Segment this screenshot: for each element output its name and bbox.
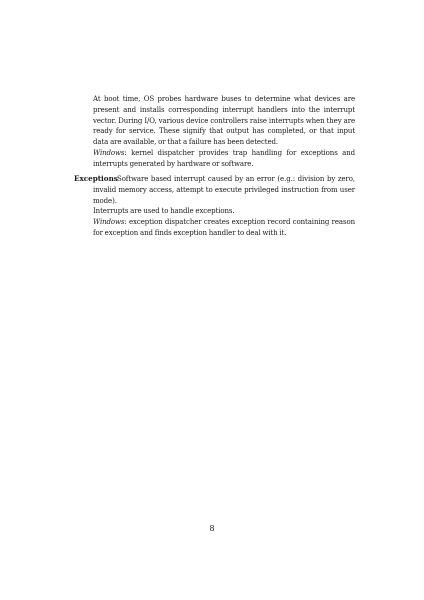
interrupt-handling-section: [93, 94, 355, 170]
windows-exception-dispatcher-note: [93, 217, 355, 239]
windows-exception-dispatcher-text: : exception dispatcher creates exception record containing reason for exception and finds exception handler to deal with it.: [93, 218, 355, 237]
boot-time-paragraph: At boot time, OS probes hardware buses to determine what devices are present and installs corresponding interrupt handlers into the interrupt vector. During I/O, various device controllers raise interrupts when they are ready for service. These signify that output has completed, or that input data are available, or that a failure has been detected.: [93, 95, 355, 147]
windows-label: Windows: [93, 218, 125, 227]
windows-label: Windows: [93, 148, 125, 157]
exceptions-term: Exceptions: [74, 174, 118, 183]
exceptions-definition-section: [93, 174, 355, 239]
windows-kernel-dispatcher-note: [93, 148, 355, 170]
page-number: 8: [209, 524, 215, 533]
exceptions-usage: Interrupts are used to handle exceptions.: [93, 207, 235, 216]
windows-kernel-dispatcher-text: : kernel dispatcher provides trap handling for exceptions and interrupts generated by hardware or software.: [93, 148, 355, 168]
exceptions-definition: Software based interrupt caused by an error (e.g.: division by zero, invalid memory access, attempt to execute privileged instruction from user mode).: [93, 175, 355, 205]
